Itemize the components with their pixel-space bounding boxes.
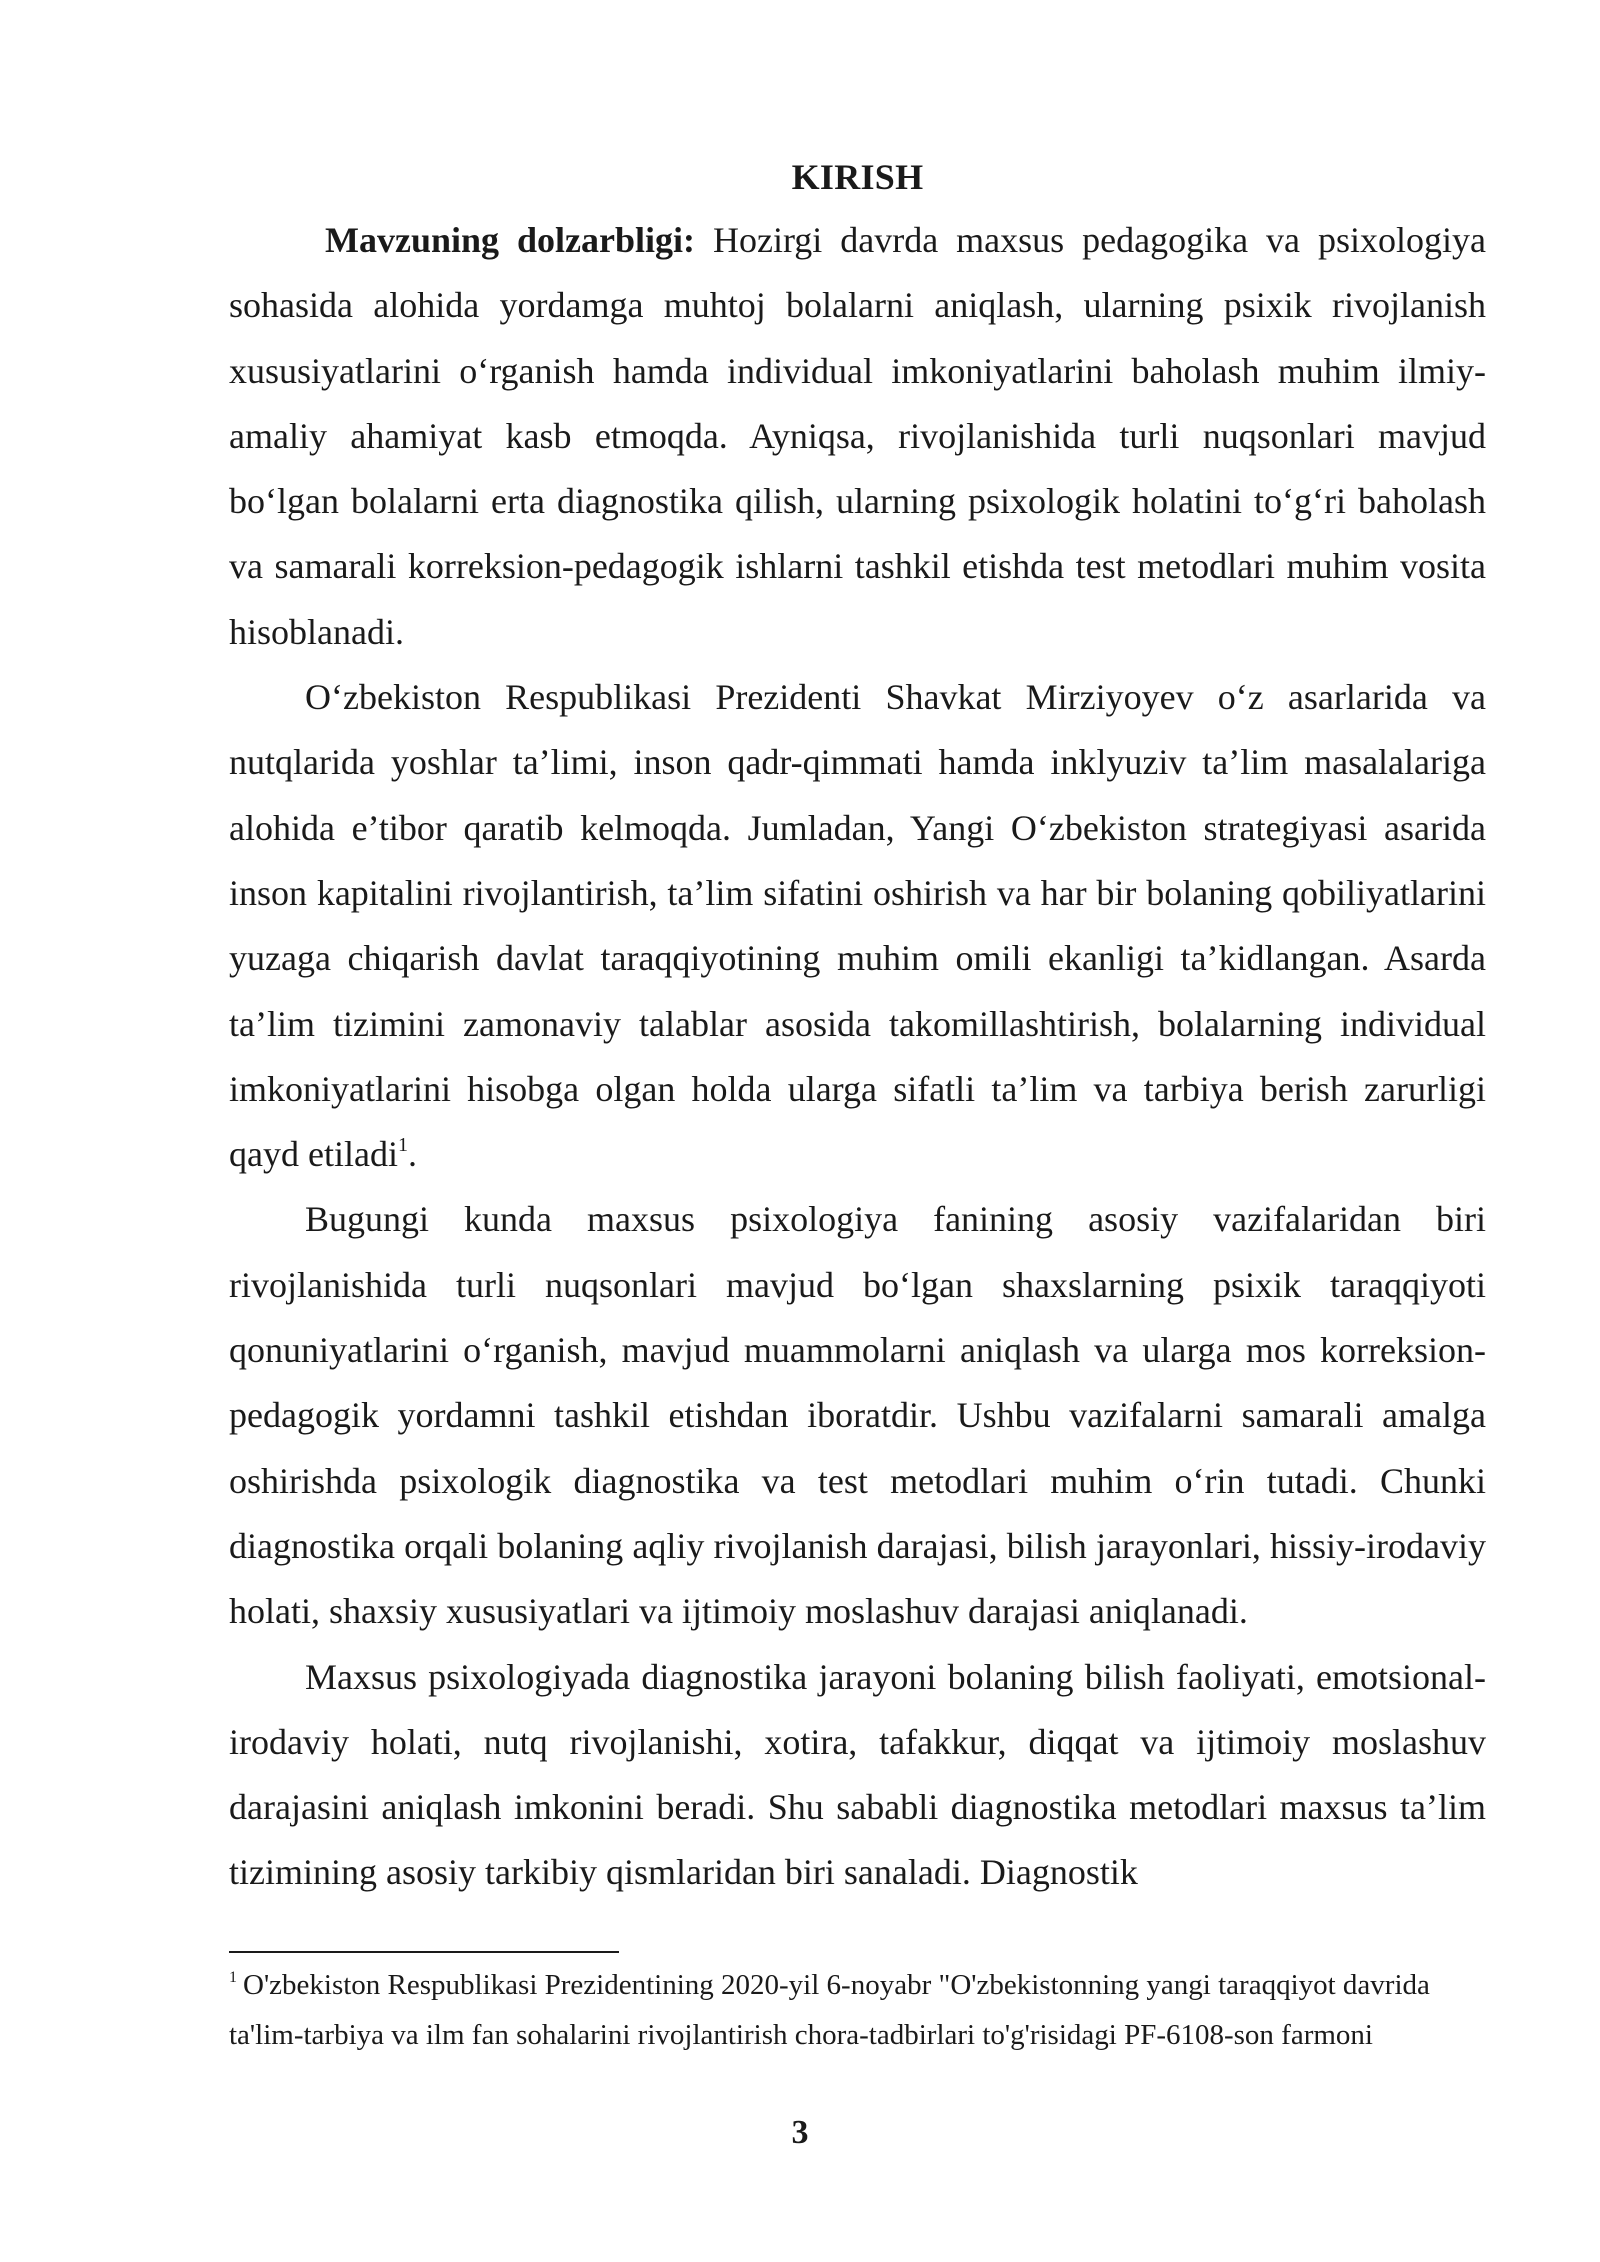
paragraph-president [229,665,1486,1187]
relevance-label: Mavzuning dolzarbligi: [325,220,695,260]
main-text [229,148,1486,1906]
paragraph-relevance [229,208,1486,665]
section-heading: KIRISH [791,157,924,197]
paragraph-diagnostics: Maxsus psixologiyada diagnostika jarayoni bolaning bilish faoliyati, emotsional-irodaviy holati, nutq rivojlanishi, xotira, tafakkur, diqqat va ijtimoiy moslashuv darajasini aniqlash imkonini beradi. Shu sababli diagnostika metodlari maxsus ta’lim tizimining asosiy tarkibiy qismlaridan biri sanaladi. Diagnostik [229,1656,1486,1893]
paragraph-relevance-text: Hozirgi davrda maxsus pedagogika va psixologiya sohasida alohida yordamga muhtoj bolalarni aniqlash, ularning psixik rivojlanish xususiyatlarini o‘rganish hamda individual imkoniyatlarini baholash muhim ilmiy-amaliy ahamiyat kasb etmoqda. Ayniqsa, rivojlanishida turli nuqsonlari mavjud bo‘lgan bolalarni erta diagnostika qilish, ularning psixologik holatini to‘g‘ri baholash va samarali korreksion-pedagogik ishlarni tashkil etishda test metodlari muhim vosita hisoblanadi. [229,220,1486,652]
footnote-separator [229,1951,619,1953]
paragraph-president-text: O‘zbekiston Respublikasi Prezidenti Shavkat Mirziyoyev o‘z asarlarida va nutqlarida yoshlar ta’limi, inson qadr-qimmati hamda inklyuziv ta’lim masalalariga alohida e’tibor qaratib kelmoqda. Jumladan, Yangi O‘zbekiston strategiyasi asarida inson kapitalini rivojlantirish, ta’lim sifatini oshirish va har bir bolaning qobiliyatlarini yuzaga chiqarish davlat taraqqiyotining muhim omili ekanligi ta’kidlangan. Asarda ta’lim tizimini zamonaviy talablar asosida takomillashtirish, bolalarning individual imkoniyatlarini hisobga olgan holda ularga sifatli ta’lim va tarbiya berish zarurligi qayd etiladi [229,677,1486,1175]
sentence-end: . [407,1134,417,1175]
page-number: 3 [791,2114,809,2151]
paragraph-tasks: Bugungi kunda maxsus psixologiya fanining asosiy vazifalaridan biri rivojlanishida turli nuqsonlari mavjud bo‘lgan shaxslarning psixik taraqqiyoti qonuniyatlarini o‘rganish, mavjud muammolarni aniqlash va ularga mos korreksion-pedagogik yordamni tashkil etishdan iboratdir. Ushbu vazifalarni samarali amalga oshirishda psixologik diagnostika va test metodlari muhim o‘rin tutadi. Chunki diagnostika orqali bolaning aqliy rivojlanish darajasi, bilish jarayonlari, hissiy-irodaviy holati, shaxsiy xususiyatlari va ijtimoiy moslashuv darajasi aniqlanadi. [229,1199,1486,1632]
footnote-reference[interactable]: 1 [397,1134,408,1157]
footnote-mark: 1 [229,1969,237,1986]
footnote-text: O'zbekiston Respublikasi Prezidentining 2020-yil 6-noyabr "O'zbekistonning yangi taraqqiyot davrida ta'lim-tarbiya va ilm fan sohalarini rivojlantirish chora-tadbirlari to'g'risidagi PF-6108-son farmoni [229,1969,1430,2051]
footnote [229,1960,1469,2060]
